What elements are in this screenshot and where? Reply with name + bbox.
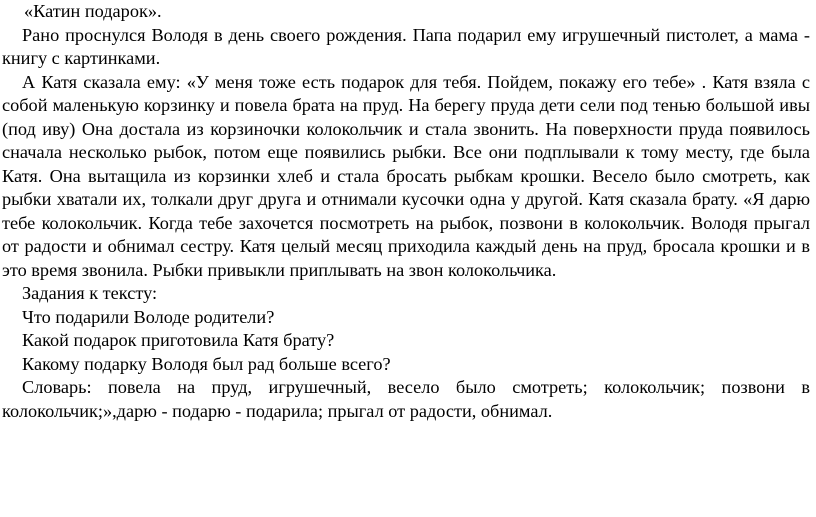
- document-title: «Катин подарок».: [24, 1, 162, 21]
- question-3: Какому подарку Володя был рад больше всего?: [22, 353, 391, 374]
- tasks-heading: Задания к тексту:: [22, 283, 158, 303]
- vocabulary-paragraph: Словарь: повела на пруд, игрушечный, весело было смотреть; колокольчик; позвони в колокольчик;»,дарю - подарю - подарила; прыгал от радости, обнимал.: [2, 377, 810, 421]
- question-2: Какой подарок приготовила Катя брату?: [22, 330, 335, 350]
- story-paragraph-2: А Катя сказала ему: «У меня тоже есть подарок для тебя. Пойдем, покажу его тебе» . Катя взяла с собой маленькую корзинку и повела брата на пруд. На берегу пруда дети сели под тенью большой ивы (под иву) Она достала из корзиночки колокольчик и стала звонить. На поверхности пруда появилось сначала несколько рыбок, потом еще появились рыбки. Все они подплывали к тому месту, где была Катя. Она вытащила из корзинки хлеб и стала бросать рыбкам крошки. Весело было смотреть, как рыбки хватали их, толкали друг друга и отнимали кусочки одна у другой. Катя сказала брату. «Я дарю тебе колокольчик. Когда тебе захочется посмотреть на рыбок, позвони в колокольчик. Володя прыгал от радости и обнимал сестру. Катя целый месяц приходила каждый день на пруд, бросала крошки и в это время звонила. Рыбки привыкли приплывать на звон колокольчика.: [2, 71, 810, 280]
- question-1: Что подарили Володе родители?: [22, 306, 275, 327]
- story-paragraph-1: Рано проснулся Володя в день своего рождения. Папа подарил ему игрушечный пистолет, а мама - книгу с картинками.: [2, 24, 810, 68]
